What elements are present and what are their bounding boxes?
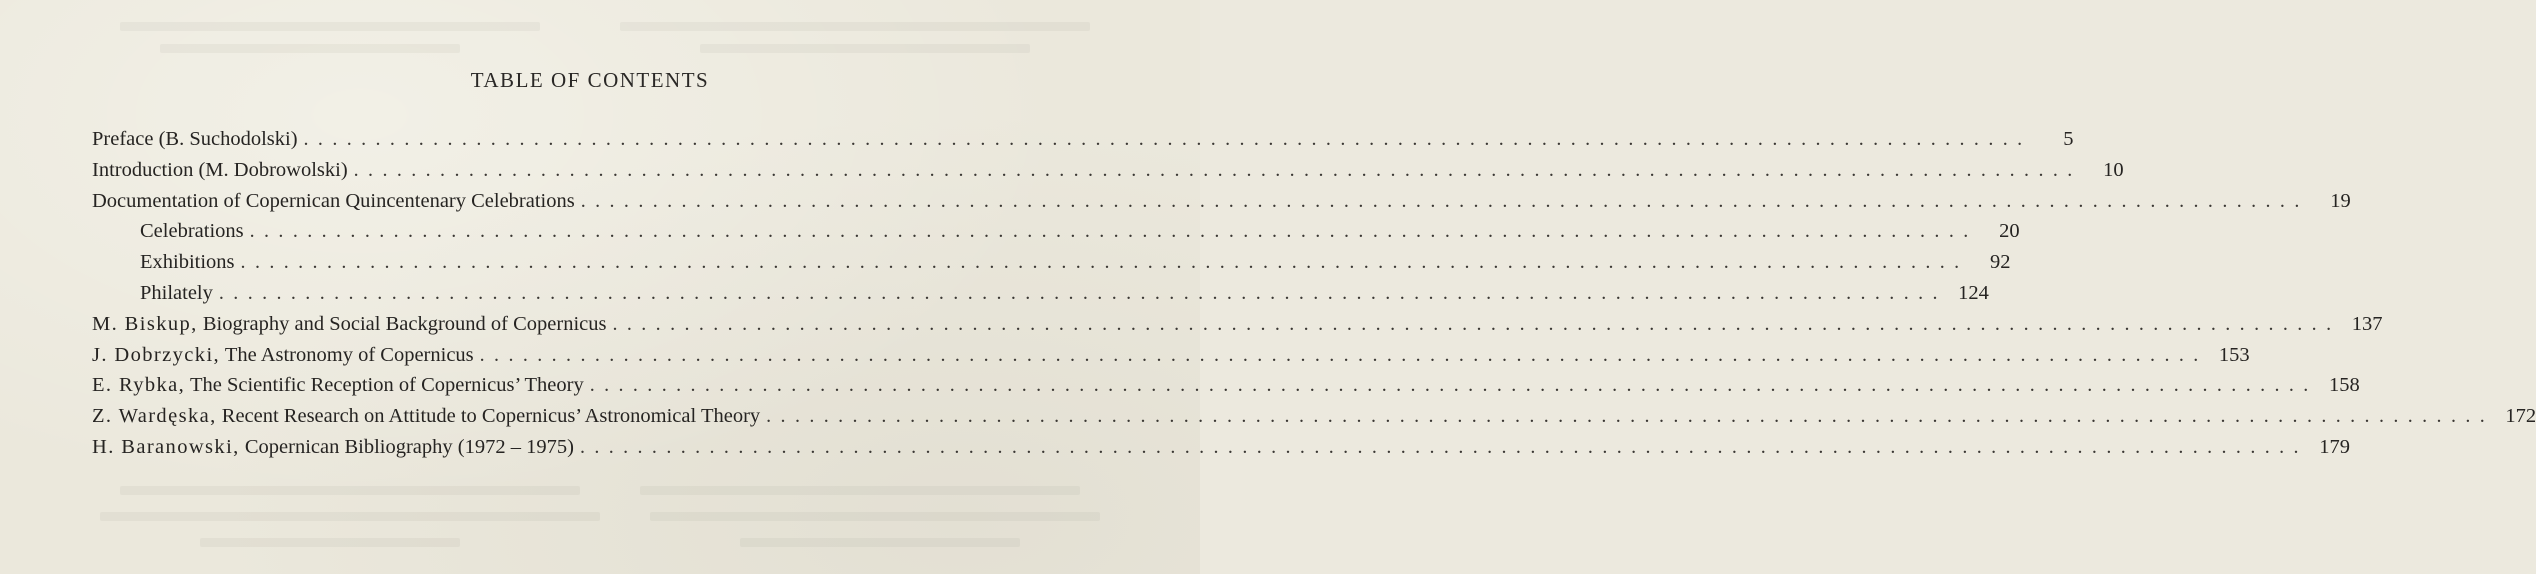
toc-entry-text: Recent Research on Attitude to Copernicus’ Astronomical Theory (216, 405, 761, 428)
toc-entry-author: H. Baranowski, (92, 435, 240, 458)
toc-entry-page-number: 5 (2063, 128, 2074, 150)
dot-leader: ........................................................................................................................ (353, 158, 2082, 181)
toc-entry (92, 281, 1989, 313)
dot-leader: ........................................................................................................................ (303, 128, 2032, 150)
toc-entry-text: Introduction (M. Dobrowolski) (92, 158, 348, 181)
dot-leader: ........................................................................................................................ (579, 435, 2308, 458)
toc-entry-page-number: 10 (2103, 158, 2124, 181)
toc-entry-page-number: 124 (1958, 281, 1989, 304)
toc-entry-text: Biography and Social Background of Copernicus (197, 312, 607, 335)
toc-entry (92, 343, 2250, 375)
show-through-line (160, 44, 460, 53)
show-through-line (650, 512, 1100, 521)
toc-entry (92, 158, 2124, 190)
toc-entry-text: Preface (B. Suchodolski) (92, 128, 298, 150)
toc-entry (92, 435, 2350, 467)
show-through-line (120, 22, 540, 31)
toc-entry-title (92, 128, 298, 151)
toc-entry-title (92, 190, 575, 213)
dot-leader: ........................................................................................................................ (612, 312, 2341, 335)
toc-entry-title (92, 282, 213, 305)
show-through-line (100, 512, 600, 521)
toc-entry-page-number: 137 (2351, 312, 2383, 335)
show-through-line (620, 22, 1090, 31)
toc-entry-text: The Scientific Reception of Copernicus’ Theory (185, 374, 584, 397)
toc-entry-title (92, 374, 584, 397)
toc-entry-title (92, 436, 574, 459)
toc-entry-text: The Astronomy of Copernicus (220, 343, 474, 366)
toc-entry-page-number: 19 (2330, 189, 2351, 212)
dot-leader: ........................................................................................................................ (580, 189, 2309, 212)
dot-leader: ........................................................................................................................ (249, 220, 1978, 243)
toc-entry-title (92, 220, 244, 243)
toc-entry-text: Celebrations (140, 220, 244, 243)
toc-entry-author: M. Biskup, (92, 312, 198, 335)
toc-entry (92, 405, 2536, 436)
toc-entry-text: Copernican Bibliography (1972 – 1975) (239, 435, 574, 458)
toc-entry (92, 251, 2011, 282)
show-through-line (740, 538, 1020, 547)
dot-leader: ........................................................................................................................ (479, 343, 2208, 366)
toc-entry-title (92, 159, 348, 182)
toc-entry-page-number: 172 (2505, 405, 2536, 428)
toc-entry (92, 128, 2074, 159)
dot-leader: ........................................................................................................................ (589, 374, 2318, 397)
toc-entry-author: J. Dobrzycki, (92, 343, 221, 366)
toc-entry-text: Exhibitions (140, 251, 235, 274)
toc-entry-title (92, 344, 474, 367)
dot-leader: ........................................................................................................................ (766, 405, 2495, 428)
toc-entry-page-number: 20 (1999, 220, 2020, 243)
show-through-line (200, 538, 460, 547)
toc-entry-text: Philately (140, 281, 213, 304)
toc-entry-author: E. Rybka, (92, 374, 186, 397)
toc-entry-page-number: 179 (2319, 435, 2350, 458)
toc-entry-author: Z. Wardęska, (92, 405, 217, 428)
page-title: TABLE OF CONTENTS (470, 68, 710, 92)
toc-entry-page-number: 158 (2328, 374, 2360, 397)
toc-entry (92, 312, 2383, 344)
toc-entry-title (92, 313, 606, 336)
table-of-contents (92, 128, 2536, 467)
show-through-line (700, 44, 1030, 53)
toc-entry (92, 220, 2020, 251)
show-through-line (640, 486, 1080, 495)
dot-leader: ........................................................................................................................ (218, 281, 1947, 304)
toc-entry-page-number: 92 (1990, 251, 2011, 274)
toc-entry (92, 189, 2351, 221)
toc-entry (92, 374, 2360, 405)
toc-entry-title (92, 405, 760, 428)
toc-entry-page-number: 153 (2218, 343, 2250, 366)
show-through-line (120, 486, 580, 495)
toc-entry-title (92, 251, 235, 274)
dot-leader: ........................................................................................................................ (240, 251, 1969, 274)
toc-entry-text: Documentation of Copernican Quincentenary Celebrations (92, 189, 575, 212)
